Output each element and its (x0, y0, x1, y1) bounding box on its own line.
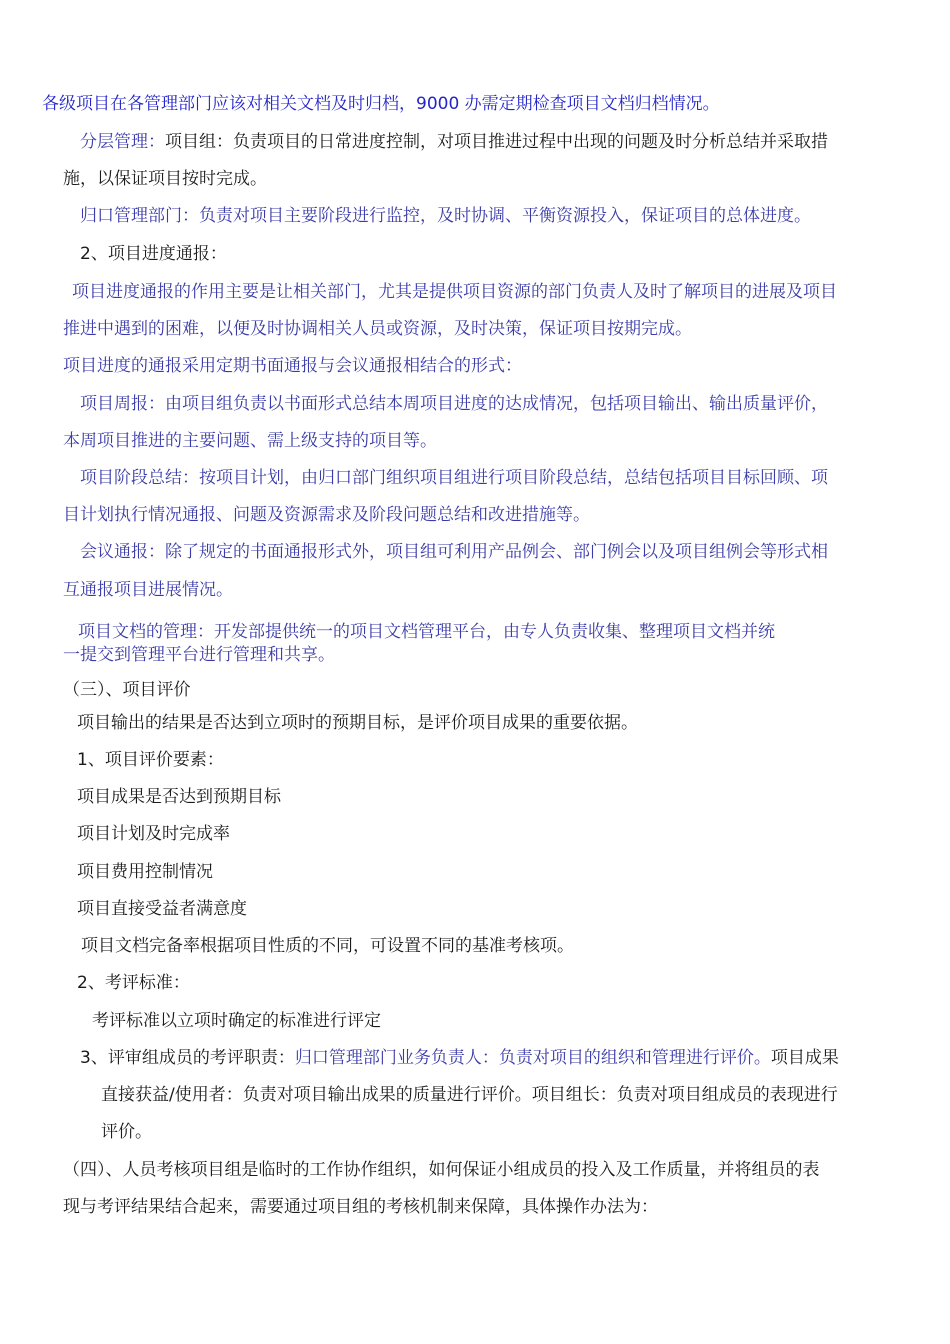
paragraph-line: 项目进度通报的作用主要是让相关部门，尤其是提供项目资源的部门负责人及时了解项目的进展及项目 (72, 282, 837, 302)
paragraph-line: 一提交到管理平台进行管理和共享。 (63, 645, 335, 665)
list-item: 项目费用控制情况 (77, 862, 213, 882)
paragraph-text: 项目成果 (770, 1048, 839, 1068)
list-item: 项目直接受益者满意度 (77, 899, 247, 919)
paragraph-line: （四）、人员考核项目组是临时的工作协作组织，如何保证小组成员的投入及工作质量，并将组员的表 (63, 1160, 820, 1180)
paragraph-text: 归口管理部门业务负责人：负责对项目的组织和管理进行评价。 (294, 1048, 771, 1068)
section-heading: （三）、项目评价 (63, 680, 191, 700)
paragraph-line: 项目阶段总结：按项目计划，由归口部门组织项目组进行项目阶段总结，总结包括项目目标回顾、项 (80, 468, 828, 488)
paragraph-line: 直接获益/使用者：负责对项目输出成果的质量进行评价。项目组长：负责对项目组成员的表现进行 (101, 1085, 838, 1105)
paragraph-line (80, 131, 828, 153)
term-label: 分层管理： (80, 132, 165, 152)
paragraph-line: 考评标准以立项时确定的标准进行评定 (92, 1011, 381, 1031)
section-heading: 2、考评标准： (77, 973, 190, 993)
paragraph-line (80, 1047, 839, 1069)
paragraph-line: 现与考评结果结合起来，需要通过项目组的考核机制来保障，具体操作办法为： (63, 1197, 658, 1217)
list-item: 项目成果是否达到预期目标 (77, 787, 281, 807)
paragraph-text: 3、评审组成员的考评职责： (80, 1048, 295, 1068)
paragraph-line: 项目进度的通报采用定期书面通报与会议通报相结合的形式： (63, 356, 522, 376)
paragraph-line: 项目输出的结果是否达到立项时的预期目标，是评价项目成果的重要依据。 (77, 713, 638, 733)
paragraph-line: 归口管理部门：负责对项目主要阶段进行监控，及时协调、平衡资源投入，保证项目的总体进度。 (80, 206, 811, 226)
paragraph-line: 项目文档完备率根据项目性质的不同，可设置不同的基准考核项。 (81, 936, 574, 956)
paragraph-line: 评价。 (101, 1122, 152, 1142)
section-heading: 1、项目评价要素： (77, 750, 224, 770)
paragraph-line: 本周项目推进的主要问题、需上级支持的项目等。 (63, 431, 437, 451)
paragraph-line: 施，以保证项目按时完成。 (63, 169, 267, 189)
paragraph-line: 目计划执行情况通报、问题及资源需求及阶段问题总结和改进措施等。 (63, 505, 590, 525)
paragraph-line: 项目文档的管理：开发部提供统一的项目文档管理平台，由专人负责收集、整理项目文档并统 (78, 622, 775, 642)
paragraph-line: 推进中遇到的困难，以便及时协调相关人员或资源，及时决策，保证项目按期完成。 (63, 319, 692, 339)
paragraph-line: 会议通报：除了规定的书面通报形式外，项目组可利用产品例会、部门例会以及项目组例会等形式相 (80, 542, 828, 562)
paragraph-line: 各级项目在各管理部门应该对相关文档及时归档，9000 办需定期检查项目文档归档情况。 (42, 94, 720, 114)
paragraph-line: 项目周报：由项目组负责以书面形式总结本周项目进度的达成情况，包括项目输出、输出质量评价， (80, 394, 828, 414)
paragraph-text: 项目组：负责项目的日常进度控制，对项目推进过程中出现的问题及时分析总结并采取措 (165, 132, 828, 152)
paragraph-line: 互通报项目进展情况。 (63, 580, 233, 600)
section-heading: 2、项目进度通报： (80, 244, 227, 264)
list-item: 项目计划及时完成率 (77, 824, 230, 844)
